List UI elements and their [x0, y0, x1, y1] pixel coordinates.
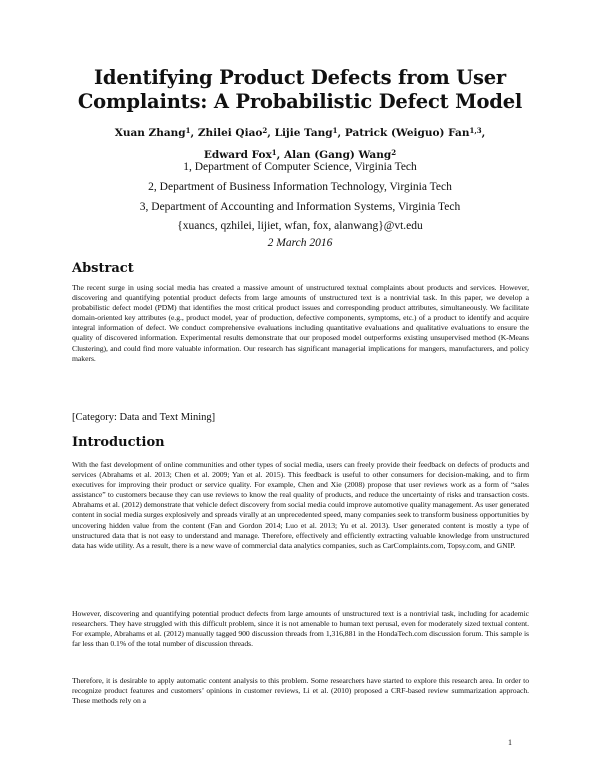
publication-date: 2 March 2016 [267, 237, 333, 249]
author-name: Patrick (Weiguo) Fan [344, 127, 470, 139]
affiliation-3: 3, Department of Accounting and Information Systems, Virginia Tech [139, 201, 461, 213]
author-emails: {xuancs, qzhilei, lijiet, wfan, fox, alanwang}@vt.edu [177, 220, 423, 232]
author-line-1: Xuan Zhang$^1$, Zhilei Qiao$^2$, Lijie Tang$^1$, Patrick (Weiguo) Fan$^{1,3}$, [114, 126, 486, 139]
author-affiliation-marker: 2 [391, 148, 397, 157]
paper-title: Identifying Product Defects from User Complaints: A Probabilistic Defect Model [77, 66, 523, 113]
affiliation-1: 1, Department of Computer Science, Virginia Tech [183, 161, 417, 173]
introduction-heading: Introduction [72, 435, 165, 450]
author-name: Alan (Gang) Wang [283, 149, 392, 161]
author-line-2: Edward Fox$^1$, Alan (Gang) Wang$^2$ [203, 148, 397, 161]
author-name: Xuan Zhang [114, 127, 186, 139]
intro-paragraph-3: Therefore, it is desirable to apply automatic content analysis to this problem. Some researchers have started to explore this research area. In order to recognize product features and customers’ opinions in customer reviews, Li et al. (2010) proposed a CRF-based review summarization approach. These methods rely on a [72, 676, 529, 706]
abstract-text: The recent surge in using social media has created a massive amount of unstructured textual complaints about products and services. However, discovering and quantifying potential product defects from large amounts of unstructured text is a nontrivial task. In this paper, we develop a probabilistic defect model (PDM) that identifies the most critical product issues and corresponding product attributes, simultaneously. We facilitate domain-oriented key attributes (e.g., product model, year of production, defective components, symptoms, etc.) of a product to identify and acquire integral information of defect. We conduct comprehensive evaluations including quantitative evaluations and qualitative evaluations to ensure the quality of discovered information. Experimental results demonstrate that our proposed model outperforms existing unsupervised method (K-Means Clustering), and could find more valuable information. Our research has significant managerial implications for mangers, manufacturers, and policy makers. [72, 283, 529, 363]
author-name: Zhilei Qiao [197, 127, 263, 139]
author-name: Edward Fox [203, 149, 272, 161]
author-affiliation-marker: 1,3 [469, 126, 482, 135]
author-affiliation-marker: 2 [262, 126, 268, 135]
affiliation-2: 2, Department of Business Information Technology, Virginia Tech [148, 181, 452, 193]
author-list [40, 121, 560, 165]
intro-paragraph-2: However, discovering and quantifying potential product defects from large amounts of unstructured text is a nontrivial task, including for academic researchers. They have struggled with this difficult problem, since it is not amenable to human text perusal, even for moderately sized textual content. For example, Abrahams et al. (2012) manually tagged 900 discussion threads from 1,316,881 in the HondaTech.com discussion forum. This sample is far less than 0.1% of the total number of discussion threads. [72, 609, 529, 649]
author-name: Lijie Tang [274, 127, 333, 139]
author-affiliation-marker: 1 [332, 126, 338, 135]
abstract-heading: Abstract [72, 261, 134, 276]
paper-category: [Category: Data and Text Mining] [72, 412, 216, 423]
author-affiliation-marker: 1 [271, 148, 277, 157]
page-number: 1 [508, 738, 512, 747]
intro-paragraph-1: With the fast development of online communities and other types of social media, users can freely provide their feedback on defects of products and services (Abrahams et al. 2013; Chen et al. 2009; Yan et al. 2015). This feedback is useful to other consumers for decision-making, and to firm executives for improving their product or service quality. For example, Chen and Xie (2008) propose that user reviews work as a form of “sales assistance” to customers because they can use reviews to know the real quality of products, and reduce the uncertainty of risks and transaction costs. Abrahams et al. (2012) demonstrate that vehicle defect discovery from social media could improve automotive quality management. As user generated content in social media surges explosively and spreads virally at an unprecedented speed, many companies seek to transform business opportunities by uncovering hidden value from the content (Fan and Gordon 2014; Luo et al. 2013; Yu et al. 2013). User generated content is mostly a type of unstructured data that is not easy to understand and manage. Therefore, effectively and efficiently extracting valuable knowledge from unstructured data has wide utility. As a result, there is a new wave of commercial data analytics companies, such as CarComplaints.com, Topsy.com, and GNIP. [72, 460, 529, 550]
author-affiliation-marker: 1 [185, 126, 191, 135]
